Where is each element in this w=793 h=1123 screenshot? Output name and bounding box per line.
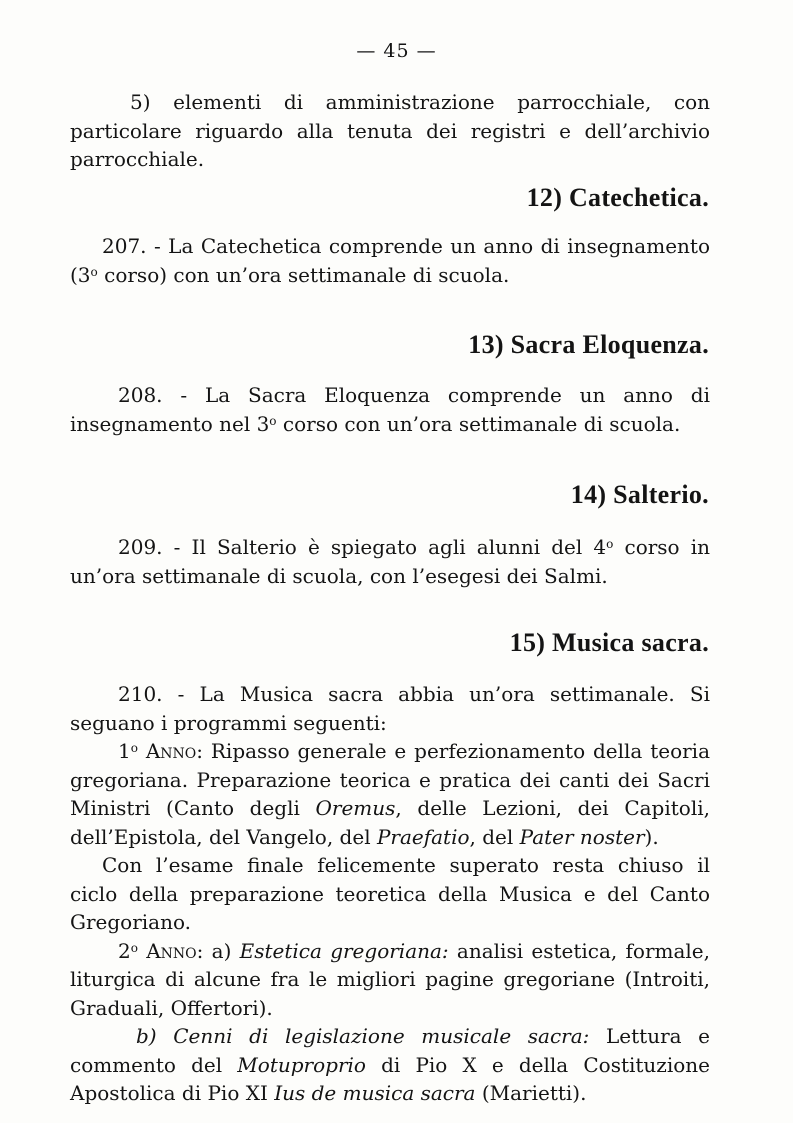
anno-label: Anno	[145, 739, 197, 763]
italic-term: Ius de musica sacra	[274, 1081, 476, 1105]
section-heading-salterio: 14) Salterio.	[570, 480, 709, 509]
ordinal-sup: o	[90, 264, 98, 279]
anno-text: Lettura e commento del	[70, 1024, 711, 1077]
item-label: b)	[136, 1024, 174, 1048]
anno-number: 2	[118, 938, 131, 963]
esame-paragraph: Con l’esame finale felicemente superato resta chiuso il ciclo della preparazione teoretica della Musica e del Canto Gregoriano.	[70, 853, 710, 934]
italic-term: Motuproprio	[237, 1052, 366, 1077]
ordinal-sup: o	[606, 537, 614, 551]
paragraph-number: 207. -	[102, 234, 161, 258]
anno-number: 1	[118, 739, 131, 763]
anno-text: , del	[469, 824, 520, 849]
ordinal-sup: o	[130, 940, 138, 955]
paragraph-text: La Catechetica comprende un anno di insegnamento (3	[70, 234, 710, 287]
anno-text: : Ripasso generale e perfezionamento della teoria gregoriana. Preparazione teorica e pratica dei canti dei Sacri Ministri (Canto degli	[70, 739, 711, 820]
anno-2-paragraph	[70, 937, 710, 1023]
section-heading-musica-sacra: 15) Musica sacra.	[509, 628, 709, 657]
paragraph-text: corso) con un’ora settimanale di scuola.	[97, 262, 510, 287]
anno-text: analisi estetica, formale, liturgica di alcune fra le migliori pagine gregoriane (Introiti, Graduali, Offertori).	[70, 938, 711, 1020]
italic-term: Estetica gregoriana:	[239, 938, 449, 963]
anno-text: ).	[644, 824, 659, 849]
paragraph-207	[70, 232, 710, 289]
anno-text: , delle Lezioni, dei Capitoli, dell’Epistola, del Vangelo, del	[70, 796, 710, 849]
paragraph-text: Il Salterio è spiegato agli alunni del 4	[180, 535, 607, 559]
italic-term: Pater noster	[519, 824, 645, 849]
page-number: — 45 —	[356, 40, 437, 62]
paragraph-text: corso in un’ora settimanale di scuola, con l’esegesi dei Salmi.	[70, 535, 710, 588]
paragraph-text: La Musica sacra abbia un’ora settimanale. Si seguano i programmi seguenti:	[70, 682, 710, 735]
italic-term: Oremus	[315, 796, 396, 820]
ordinal-sup: o	[269, 413, 277, 428]
paragraph-number: 210. -	[118, 682, 185, 706]
italic-term: Cenni di legislazione musicale sacra:	[173, 1024, 590, 1048]
paragraph-text: La Sacra Eloquenza comprende un anno di insegnamento nel 3	[70, 383, 710, 436]
section-heading-sacra-eloquenza: 13) Sacra Eloquenza.	[468, 330, 709, 359]
intro-text: 5) elementi di amministrazione parrocchiale, con particolare riguardo alla tenuta dei registri e dell’archivio parrocchiale.	[70, 90, 710, 171]
intro-paragraph	[70, 88, 710, 174]
paragraph-number: 208. -	[118, 383, 188, 407]
paragraph-210	[70, 680, 710, 1108]
paragraph-number: 209. -	[118, 535, 181, 559]
anno-text: (Marietti).	[475, 1081, 587, 1105]
anno-text: di Pio X e della Costituzione Apostolica di Pio XI	[70, 1052, 710, 1105]
paragraph-text: corso con un’ora settimanale di scuola.	[276, 411, 681, 436]
paragraph-208	[70, 381, 710, 438]
anno-1-paragraph	[70, 737, 710, 851]
paragraph-209	[70, 533, 710, 590]
item-label: : a)	[196, 938, 240, 963]
italic-term: Praefatio	[376, 824, 470, 849]
anno-label: Anno	[146, 938, 197, 963]
anno-2-b-paragraph	[70, 1022, 710, 1108]
ordinal-sup: o	[130, 741, 138, 755]
section-heading-catechetica: 12) Catechetica.	[526, 183, 709, 212]
